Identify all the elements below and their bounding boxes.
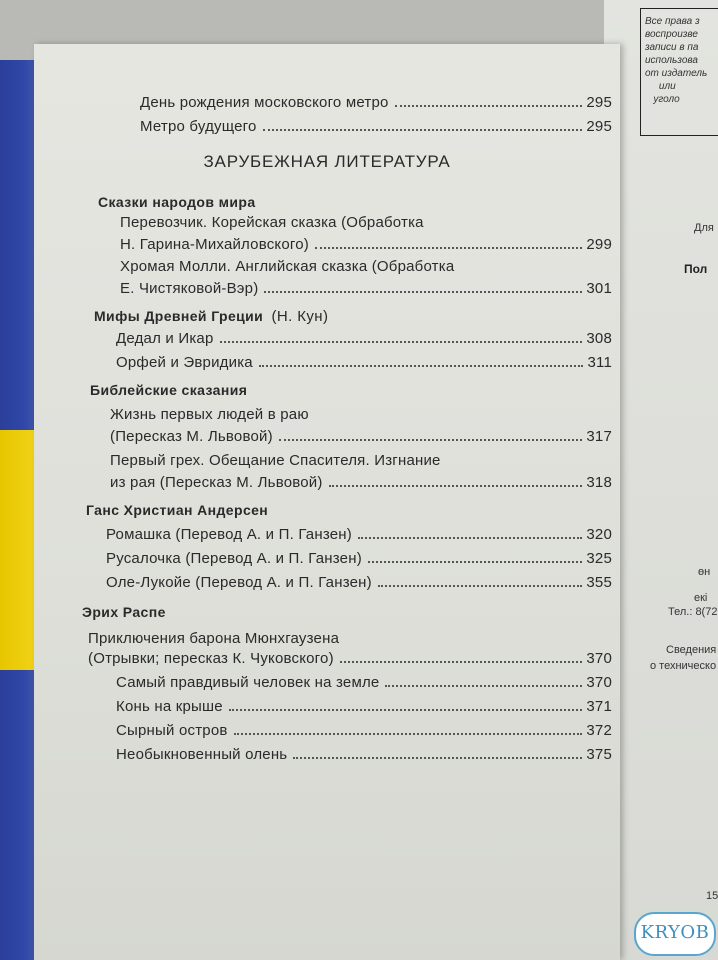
leader-dots xyxy=(340,661,583,663)
leader-dots xyxy=(358,537,582,539)
toc-entry xyxy=(106,574,612,591)
toc-entry xyxy=(88,650,612,667)
group-heading: Эрих Распе xyxy=(82,604,166,620)
right-page xyxy=(604,0,718,960)
entry-title: Метро будущего xyxy=(140,118,257,135)
toc-entry xyxy=(140,118,612,135)
page-number: 311 xyxy=(587,354,612,371)
right-fragment: Сведения xyxy=(666,644,717,656)
right-fragment: Тел.: 8(72 xyxy=(668,606,718,618)
page-number: 295 xyxy=(586,118,612,135)
entry-title: (Отрывки; пересказ К. Чуковского) xyxy=(88,650,334,667)
page-number: 372 xyxy=(586,722,612,739)
toc-entry xyxy=(110,428,612,445)
right-fragment: 15 xyxy=(706,890,718,902)
right-fragment: өн xyxy=(698,566,711,578)
toc-entry xyxy=(110,474,612,491)
leader-dots xyxy=(259,365,584,367)
copyright-box xyxy=(640,8,718,136)
group-heading: Сказки народов мира xyxy=(98,194,256,210)
entry-title: Дедал и Икар xyxy=(116,330,214,347)
page-number: 317 xyxy=(586,428,612,445)
leader-dots xyxy=(329,485,583,487)
entry-title: Е. Чистяковой-Вэр) xyxy=(120,280,259,297)
page-number: 299 xyxy=(586,236,612,253)
leader-dots xyxy=(293,757,582,759)
entry-title: из рая (Пересказ М. Львовой) xyxy=(110,474,323,491)
entry-line: Первый грех. Обещание Спасителя. Изгнание xyxy=(110,452,441,469)
entry-title: Русалочка (Перевод А. и П. Ганзен) xyxy=(106,550,362,567)
section-title: ЗАРУБЕЖНАЯ ЛИТЕРАТУРА xyxy=(203,152,451,171)
book-spine-yellow-stripe xyxy=(0,430,38,670)
leader-dots xyxy=(229,709,583,711)
watermark-logo: KRYOB xyxy=(634,912,716,956)
toc-entry xyxy=(106,550,612,567)
entry-title: Необыкновенный олень xyxy=(116,746,288,763)
leader-dots xyxy=(263,129,583,131)
toc-entry xyxy=(106,526,612,543)
entry-title: Орфей и Эвридика xyxy=(116,354,253,371)
group-heading: Мифы Древней Греции (Н. Кун) xyxy=(94,308,329,325)
page-number: 301 xyxy=(586,280,612,297)
leader-dots xyxy=(378,585,583,587)
entry-line: Жизнь первых людей в раю xyxy=(110,406,309,423)
page-number: 355 xyxy=(586,574,612,591)
right-fragment: о техническо xyxy=(650,660,717,672)
page-number: 371 xyxy=(586,698,612,715)
toc-entry xyxy=(116,354,612,371)
leader-dots xyxy=(279,439,583,441)
leader-dots xyxy=(368,561,582,563)
right-fragment: екі xyxy=(694,592,708,604)
page-number: 325 xyxy=(586,550,612,567)
toc-entry xyxy=(120,236,612,253)
page-number: 370 xyxy=(586,650,612,667)
leader-dots xyxy=(385,685,582,687)
leader-dots xyxy=(264,291,582,293)
toc-entry xyxy=(116,698,612,715)
entry-line: Хромая Молли. Английская сказка (Обработка xyxy=(120,258,455,275)
toc-entry xyxy=(140,94,612,111)
entry-line: Перевозчик. Корейская сказка (Обработка xyxy=(120,214,424,231)
entry-title: Самый правдивый человек на земле xyxy=(116,674,380,691)
entry-title: Ромашка (Перевод А. и П. Ганзен) xyxy=(106,526,352,543)
page-number: 318 xyxy=(586,474,612,491)
toc-entry xyxy=(120,280,612,297)
page-number: 295 xyxy=(586,94,612,111)
heading-note: (Н. Кун) xyxy=(271,308,329,325)
entry-line: Приключения барона Мюнхгаузена xyxy=(88,630,340,647)
page-number: 320 xyxy=(586,526,612,543)
leader-dots xyxy=(315,247,582,249)
entry-title: Оле-Лукойе (Перевод А. и П. Ганзен) xyxy=(106,574,372,591)
right-fragment: Пол xyxy=(684,262,708,276)
leader-dots xyxy=(234,733,583,735)
page-number: 370 xyxy=(586,674,612,691)
entry-title: День рождения московского метро xyxy=(140,94,389,111)
page-number: 375 xyxy=(586,746,612,763)
group-heading: Ганс Христиан Андерсен xyxy=(86,502,269,518)
entry-title: Н. Гарина-Михайловского) xyxy=(120,236,309,253)
table-of-contents xyxy=(34,44,620,960)
leader-dots xyxy=(395,105,583,107)
right-fragment: Для xyxy=(694,222,714,234)
entry-title: Конь на крыше xyxy=(116,698,223,715)
entry-title: Сырный остров xyxy=(116,722,228,739)
toc-entry xyxy=(116,746,612,763)
leader-dots xyxy=(220,341,583,343)
group-heading: Библейские сказания xyxy=(90,382,248,398)
copyright-text: Все права з воспроизве записи в па использова от издатель или уголо xyxy=(645,16,708,105)
toc-entry xyxy=(116,330,612,347)
toc-entry xyxy=(116,674,612,691)
toc-entry xyxy=(116,722,612,739)
page-number: 308 xyxy=(586,330,612,347)
entry-title: (Пересказ М. Львовой) xyxy=(110,428,273,445)
contents-page xyxy=(34,44,620,960)
